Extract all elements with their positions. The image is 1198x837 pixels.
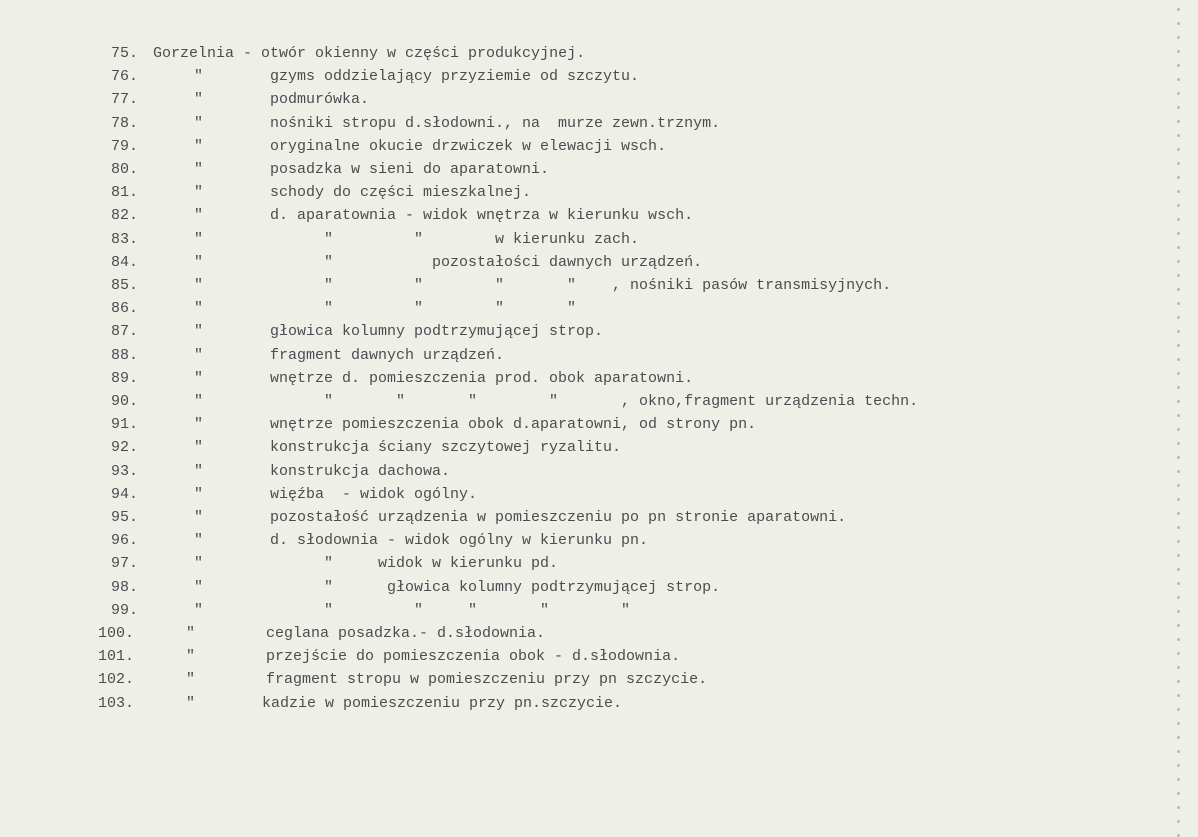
ditto-mark: " [194,207,204,225]
perforation-dot [1177,190,1180,193]
list-item [0,298,1150,320]
perforation-dot [1177,22,1180,25]
perforation-dot [1177,64,1180,67]
list-item [0,553,1150,575]
perforation-dot [1177,820,1180,823]
entry-description: d. słodownia - widok ogólny w kierunku pn. [270,532,649,550]
perforation-dot [1177,288,1180,291]
perforation-dot [1177,78,1180,81]
perforation-dot [1177,386,1180,389]
list-item [0,275,1150,297]
perforation-dot [1177,106,1180,109]
list-item [0,484,1150,506]
entry-description: fragment dawnych urządzeń. [270,346,505,364]
list-item [0,321,1150,343]
list-item [0,368,1150,390]
entry-number: 96. [110,532,138,550]
perforation-dot [1177,596,1180,599]
ditto-mark: " [194,137,204,155]
perforation-dot [1177,638,1180,641]
ditto-mark: " [194,509,204,526]
list-item [0,577,1150,599]
list-item [0,693,1150,715]
ditto-mark: " [194,323,204,341]
entry-number: 86. [110,300,138,318]
ditto-mark: " [194,393,204,410]
entry-description: gzyms oddzielający przyziemie od szczytu. [270,68,640,86]
list-item [0,252,1150,274]
entry-number: 97. [110,555,138,573]
perforation-dot [1177,134,1180,137]
perforation-dot [1177,680,1180,683]
entry-number: 79. [110,137,138,155]
perforation-dot [1177,246,1180,249]
entry-number: 82. [110,207,138,225]
perforation-dot [1177,330,1180,333]
entry-number: 76. [110,68,138,86]
entry-description: posadzka w sieni do aparatowni. [270,161,550,178]
entry-number: 80. [110,161,138,178]
ditto-mark: " [194,230,204,248]
entry-number: 89. [110,369,138,387]
entry-number: 87. [110,323,138,341]
ditto-mark: " [194,439,204,457]
ditto-mark: " [194,277,204,294]
entry-number: 85. [110,277,138,294]
list-item [0,437,1150,459]
entry-description: podmurówka. [270,91,370,109]
entry-description: " " " " , okno,fragment urządzenia techn. [270,393,919,410]
perforation-dot [1177,302,1180,305]
perforation-dots [1172,0,1184,836]
perforation-dot [1177,176,1180,179]
entry-description: przejście do pomieszczenia obok - d.słodownia. [266,648,681,666]
list-item [0,391,1150,413]
perforation-dot [1177,400,1180,403]
list-item [0,600,1150,622]
list-item [0,113,1150,135]
list-item [0,461,1150,483]
entry-description: " " " " " [270,601,631,619]
perforation-dot [1177,792,1180,795]
entry-description: kadzie w pomieszczeniu przy pn.szczycie. [262,694,623,712]
entry-number: 102. [97,671,134,689]
perforation-dot [1177,92,1180,95]
perforation-dot [1177,372,1180,375]
perforation-dot [1177,260,1180,263]
ditto-mark: " [186,648,196,666]
perforation-dot [1177,414,1180,417]
ditto-mark: " [194,578,204,596]
perforation-dot [1177,442,1180,445]
perforation-dot [1177,316,1180,319]
perforation-dot [1177,764,1180,767]
ditto-mark: " [194,184,204,202]
entry-number: 81. [110,184,138,202]
perforation-dot [1177,232,1180,235]
list-item [0,530,1150,552]
entry-description: nośniki stropu d.słodowni., na murze zewn.trznym. [270,114,721,132]
ditto-mark: " [194,114,204,132]
perforation-dot [1177,498,1180,501]
entry-number: 88. [110,346,138,364]
ditto-mark: " [194,91,204,109]
ditto-mark: " [194,346,204,364]
entry-number: 98. [110,578,138,596]
ditto-mark: " [194,300,204,318]
perforation-dot [1177,736,1180,739]
entry-number: 75. [110,45,138,62]
ditto-mark: " [194,601,204,619]
list-item [0,182,1150,204]
perforation-dot [1177,540,1180,543]
perforation-dot [1177,526,1180,529]
perforation-dot [1177,204,1180,207]
entry-description: konstrukcja dachowa. [270,462,451,480]
ditto-mark: " [194,68,204,86]
entry-description: głowica kolumny podtrzymującej strop. [270,323,604,341]
perforation-dot [1177,610,1180,613]
entry-number: 78. [110,114,138,132]
list-item [0,623,1150,645]
entry-number: 99. [110,601,138,619]
entry-description: " " " " , nośniki pasów transmisyjnych. [270,277,892,294]
list-item [0,136,1150,158]
entry-description: d. aparatownia - widok wnętrza w kierunku wsch. [270,207,694,225]
perforation-dot [1177,456,1180,459]
perforation-dot [1177,512,1180,515]
perforation-dot [1177,344,1180,347]
list-item [0,414,1150,436]
entry-number: 93. [110,462,138,480]
perforation-dot [1177,778,1180,781]
entry-number: 92. [110,439,138,457]
perforation-dot [1177,708,1180,711]
ditto-mark: " [194,161,204,178]
list-item [0,669,1150,691]
perforation-dot [1177,624,1180,627]
entry-number: 83. [110,230,138,248]
ditto-mark: " [194,416,204,434]
perforation-dot [1177,470,1180,473]
perforation-dot [1177,568,1180,571]
entry-description: " widok w kierunku pd. [270,555,559,573]
entry-description: ceglana posadzka.- d.słodownia. [266,625,546,642]
ditto-mark: " [194,485,204,503]
entry-number: 77. [110,91,138,109]
entry-description: oryginalne okucie drzwiczek w elewacji wsch. [270,137,667,155]
entry-number: 95. [110,509,138,526]
entry-description: schody do części mieszkalnej. [270,184,532,202]
ditto-mark: " [194,555,204,573]
perforation-dot [1177,694,1180,697]
entry-number: 90. [110,393,138,410]
entry-description: pozostałość urządzenia w pomieszczeniu po pn stronie aparatowni. [270,509,847,526]
entry-description: wnętrze d. pomieszczenia prod. obok aparatowni. [270,369,694,387]
perforation-dot [1177,50,1180,53]
perforation-dot [1177,582,1180,585]
list-item [0,229,1150,251]
entry-description: " " w kierunku zach. [270,230,640,248]
perforation-dot [1177,806,1180,809]
perforation-dot [1177,148,1180,151]
perforation-dot [1177,652,1180,655]
entry-number: 100. [97,625,134,642]
perforation-dot [1177,120,1180,123]
list-item [0,89,1150,111]
entry-description: więźba - widok ogólny. [270,485,478,503]
list-item [0,43,1150,65]
perforation-dot [1177,750,1180,753]
perforation-dot [1177,8,1180,11]
perforation-dot [1177,218,1180,221]
list-item [0,646,1150,668]
perforation-dot [1177,428,1180,431]
list-item [0,507,1150,529]
entry-number: 101. [97,648,134,666]
perforation-dot [1177,554,1180,557]
entry-description: fragment stropu w pomieszczeniu przy pn szczycie. [266,671,708,689]
list-item [0,345,1150,367]
entry-description: " " " " [270,300,577,318]
perforation-dot [1177,484,1180,487]
perforation-dot [1177,722,1180,725]
perforation-dot [1177,666,1180,669]
perforation-dot [1177,274,1180,277]
ditto-mark: " [186,671,196,689]
entry-number: 91. [110,416,138,434]
list-item [0,66,1150,88]
ditto-mark: " [194,253,204,271]
ditto-mark: " [194,532,204,550]
entry-number: 84. [110,253,138,271]
ditto-mark: " [194,462,204,480]
ditto-mark: " [186,625,196,642]
perforation-dot [1177,36,1180,39]
entry-number: 94. [110,485,138,503]
list-item [0,159,1150,181]
entry-description: Gorzelnia - otwór okienny w części produkcyjnej. [153,45,586,62]
entry-description: wnętrze pomieszczenia obok d.aparatowni, od strony pn. [270,416,757,434]
entry-description: konstrukcja ściany szczytowej ryzalitu. [270,439,622,457]
ditto-mark: " [194,369,204,387]
perforation-dot [1177,358,1180,361]
entry-description: " pozostałości dawnych urządzeń. [270,253,703,271]
list-item [0,205,1150,227]
perforation-dot [1177,162,1180,165]
entry-number: 103. [97,694,134,712]
ditto-mark: " [186,694,196,712]
entry-description: " głowica kolumny podtrzymującej strop. [270,578,721,596]
